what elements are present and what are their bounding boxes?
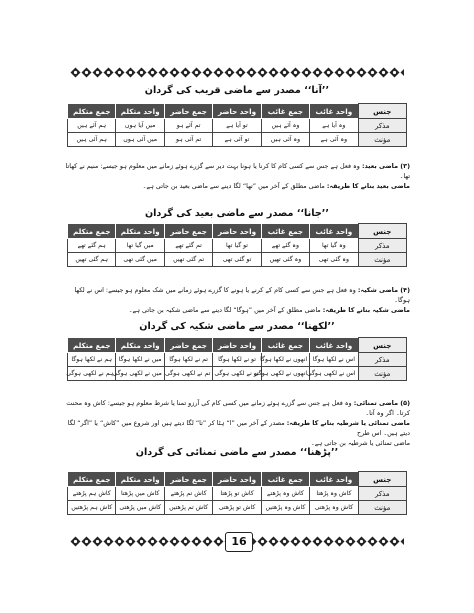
table-header-gender: جنس bbox=[358, 104, 406, 119]
table-cell: تم گئے تھے bbox=[164, 239, 212, 253]
table-cell: ہم آئے ہیں bbox=[68, 119, 116, 133]
table-cell: کاش میں پڑھتا bbox=[116, 487, 164, 501]
paragraph-mazi-baeed bbox=[64, 161, 410, 191]
paragraph-mazi-tamannai bbox=[64, 398, 410, 448]
table-header-cell: واحد حاضر bbox=[213, 104, 261, 119]
paragraph-text: وہ فعل ہے جس سے کسی کام کا کرنا یا ہونا بہت دیر سے گزرے ہوئے زمانے میں معلوم ہو جیسے: منیم نے کھاتا تھا۔ bbox=[65, 162, 410, 180]
table-cell: وہ گیا تھا bbox=[310, 239, 358, 253]
table-header-gender: جنس bbox=[358, 338, 406, 353]
term-label: (۵) ماضی تمنائی: bbox=[353, 399, 410, 407]
table-header-cell: جمع حاضر bbox=[164, 338, 212, 353]
paragraph-line bbox=[64, 181, 410, 191]
table-header-cell: واحد حاضر bbox=[213, 338, 261, 353]
table-header-cell: واحد متکلم bbox=[116, 104, 164, 119]
table-row bbox=[68, 367, 407, 381]
table-header-cell: واحد متکلم bbox=[116, 472, 164, 487]
paragraph-line bbox=[64, 305, 410, 315]
table-header-cell: جمع متکلم bbox=[68, 224, 116, 239]
term-label: ماضی تمنائی یا شرطیہ بنانے کا طریقہ: bbox=[286, 419, 410, 427]
table-row bbox=[68, 353, 407, 367]
table-cell: انھوں نے لکھا ہوگا bbox=[261, 353, 309, 367]
term-label: ماضی شکیہ بنانے کا طریقہ: bbox=[322, 306, 410, 314]
table-header-cell: جمع غائب bbox=[261, 472, 309, 487]
paragraph-mazi-shakkiya bbox=[64, 285, 410, 315]
row-label-feminine: مؤنث bbox=[358, 253, 406, 267]
table-header-cell: واحد غائب bbox=[310, 338, 358, 353]
table-header-cell: واحد متکلم bbox=[116, 224, 164, 239]
table-cell: وہ آئے ہیں bbox=[261, 119, 309, 133]
table-header-gender: جنس bbox=[358, 472, 406, 487]
table-cell: ہم گئی تھیں bbox=[68, 253, 116, 267]
term-label: (۳) ماضی بعید: bbox=[361, 162, 410, 170]
paragraph-line bbox=[64, 285, 410, 305]
table-cell: تو گئی تھی bbox=[213, 253, 261, 267]
table-cell: ہم نے لکھی ہوگی bbox=[68, 367, 116, 381]
table-row bbox=[68, 253, 407, 267]
paragraph-line bbox=[64, 161, 410, 181]
table-cell: اس نے لکھی ہوگی bbox=[310, 367, 358, 381]
table-cell: کاش تم پڑھتیں bbox=[164, 501, 212, 515]
conjugation-table-likhna bbox=[67, 337, 407, 381]
table-cell: کاش تم پڑھتے bbox=[164, 487, 212, 501]
table-header-cell: جمع متکلم bbox=[68, 338, 116, 353]
section-heading-aana: ’’آنا‘‘ مصدر سے ماضی قریب کی گردان bbox=[144, 85, 330, 96]
table-cell: ہم گئے تھے bbox=[68, 239, 116, 253]
table-cell: ہم نے لکھا ہوگا bbox=[68, 353, 116, 367]
paragraph-text: مصدر کے آخر میں ”ا“ ہٹا کر ”تا“ لگا دیتے ہیں اور شروع میں ”کاش“ یا ”اگر“ لگا دیتے ہیں۔ اس طرح bbox=[67, 419, 410, 437]
table-header-cell: جمع حاضر bbox=[164, 224, 212, 239]
page-number: 16 bbox=[225, 532, 253, 552]
table-cell: کاش تو پڑھتی bbox=[213, 501, 261, 515]
row-label-masculine: مذکر bbox=[358, 119, 406, 133]
table-header-cell: جمع متکلم bbox=[68, 472, 116, 487]
decorative-border-top bbox=[70, 67, 404, 78]
paragraph-text: وہ فعل ہے جس سے گزرے ہوئے زمانے میں کسی کام کی آرزو تمنا یا شرط معلوم ہو جیسے: کاش وہ محنت کرتا۔ اگر وہ آتا۔ bbox=[66, 399, 410, 417]
row-label-feminine: مؤنث bbox=[358, 133, 406, 147]
table-header-cell: جمع غائب bbox=[261, 338, 309, 353]
table-cell: کاش تو پڑھتا bbox=[213, 487, 261, 501]
table-cell: کاش وہ پڑھتیں bbox=[261, 501, 309, 515]
table-header-cell: جمع غائب bbox=[261, 224, 309, 239]
conjugation-table-jana bbox=[67, 223, 407, 267]
table-cell: تو آئی ہے bbox=[213, 133, 261, 147]
table-cell: وہ آیا ہے bbox=[310, 119, 358, 133]
table-cell: تم نے لکھا ہوگا bbox=[164, 353, 212, 367]
paragraph-text: ماضی مطلق کے آخر میں ”ہوگا“ لگا دینے سے ماضی شکیہ بن جاتی ہے۔ bbox=[128, 306, 321, 314]
table-cell: ہم آئی ہیں bbox=[68, 133, 116, 147]
table-header-cell: واحد متکلم bbox=[116, 338, 164, 353]
row-label-masculine: مذکر bbox=[358, 239, 406, 253]
table-cell: میں نے لکھا ہوگا bbox=[116, 353, 164, 367]
table-cell: تو نے لکھی ہوگی bbox=[213, 367, 261, 381]
table-cell: انھوں نے لکھی ہوگی bbox=[261, 367, 309, 381]
conjugation-table-aana bbox=[67, 103, 407, 147]
section-heading-jana: ’’جانا‘‘ مصدر سے ماضی بعید کی گردان bbox=[144, 208, 330, 219]
table-header-gender: جنس bbox=[358, 224, 406, 239]
section-heading-parhna: ’’پڑھنا‘‘ مصدر سے ماضی تمنائی کی گردان bbox=[135, 447, 339, 458]
table-header-cell: واحد حاضر bbox=[213, 472, 261, 487]
table-cell: تم نے لکھی ہوگی bbox=[164, 367, 212, 381]
table-row bbox=[68, 239, 407, 253]
table-cell: اس نے لکھا ہوگا bbox=[310, 353, 358, 367]
table-cell: تو نے لکھا ہوگا bbox=[213, 353, 261, 367]
table-header-cell: جمع حاضر bbox=[164, 104, 212, 119]
table-cell: وہ گئی تھیں bbox=[261, 253, 309, 267]
row-label-masculine: مذکر bbox=[358, 487, 406, 501]
paragraph-text: ماضی تمنائی یا شرطیہ بن جاتی ہے۔ bbox=[310, 439, 410, 447]
table-cell: میں آیا ہوں bbox=[116, 119, 164, 133]
table-row bbox=[68, 133, 407, 147]
table-header-cell: واحد غائب bbox=[310, 104, 358, 119]
table-row bbox=[68, 501, 407, 515]
table-cell: تم آئی ہو bbox=[164, 133, 212, 147]
section-heading-likhna: ’’لکھنا‘‘ مصدر سے ماضی شکیہ کی گردان bbox=[139, 321, 335, 332]
table-cell: وہ آئی ہیں bbox=[261, 133, 309, 147]
term-label: ماضی بعید بنانے کا طریقہ: bbox=[326, 182, 410, 190]
table-header-cell: واحد حاضر bbox=[213, 224, 261, 239]
table-header-cell: جمع متکلم bbox=[68, 104, 116, 119]
table-header-cell: واحد غائب bbox=[310, 224, 358, 239]
table-row bbox=[68, 119, 407, 133]
table-cell: میں گیا تھا bbox=[116, 239, 164, 253]
table-cell: کاش ہم پڑھتیں bbox=[68, 501, 116, 515]
paragraph-text: وہ فعل ہے جس سے کسی کام کے کرنے یا ہونے کا گزرے ہوئے زمانے میں شک معلوم ہو جیسے: اس نے لکھا ہوگا۔ bbox=[74, 286, 410, 304]
table-cell: تو گیا تھا bbox=[213, 239, 261, 253]
table-cell: کاش وہ پڑھتا bbox=[310, 487, 358, 501]
table-cell: تم گئی تھیں bbox=[164, 253, 212, 267]
table-cell: کاش ہم پڑھتے bbox=[68, 487, 116, 501]
paragraph-line bbox=[64, 398, 410, 418]
row-label-feminine: مؤنث bbox=[358, 501, 406, 515]
table-cell: کاش وہ پڑھتی bbox=[310, 501, 358, 515]
table-cell: میں گئی تھی bbox=[116, 253, 164, 267]
table-header-cell: جمع غائب bbox=[261, 104, 309, 119]
paragraph-text: ماضی مطلق کے آخر میں ”تھا“ لگا دینے سے ماضی بعید بن جاتی ہے۔ bbox=[142, 182, 325, 190]
row-label-feminine: مؤنث bbox=[358, 367, 406, 381]
table-cell: وہ گئے تھے bbox=[261, 239, 309, 253]
table-row bbox=[68, 487, 407, 501]
table-header-cell: واحد غائب bbox=[310, 472, 358, 487]
table-header-cell: جمع حاضر bbox=[164, 472, 212, 487]
table-cell: کاش میں پڑھتی bbox=[116, 501, 164, 515]
table-cell: میں آئی ہوں bbox=[116, 133, 164, 147]
paragraph-line bbox=[64, 418, 410, 438]
table-cell: وہ گئی تھی bbox=[310, 253, 358, 267]
table-cell: کاش وہ پڑھتے bbox=[261, 487, 309, 501]
table-cell: تو آیا ہے bbox=[213, 119, 261, 133]
conjugation-table-parhna bbox=[67, 471, 407, 515]
table-cell: میں نے لکھی ہوگی bbox=[116, 367, 164, 381]
table-cell: تم آئے ہو bbox=[164, 119, 212, 133]
row-label-masculine: مذکر bbox=[358, 353, 406, 367]
table-cell: وہ آئی ہے bbox=[310, 133, 358, 147]
term-label: (۴) ماضی شکیہ: bbox=[357, 286, 410, 294]
